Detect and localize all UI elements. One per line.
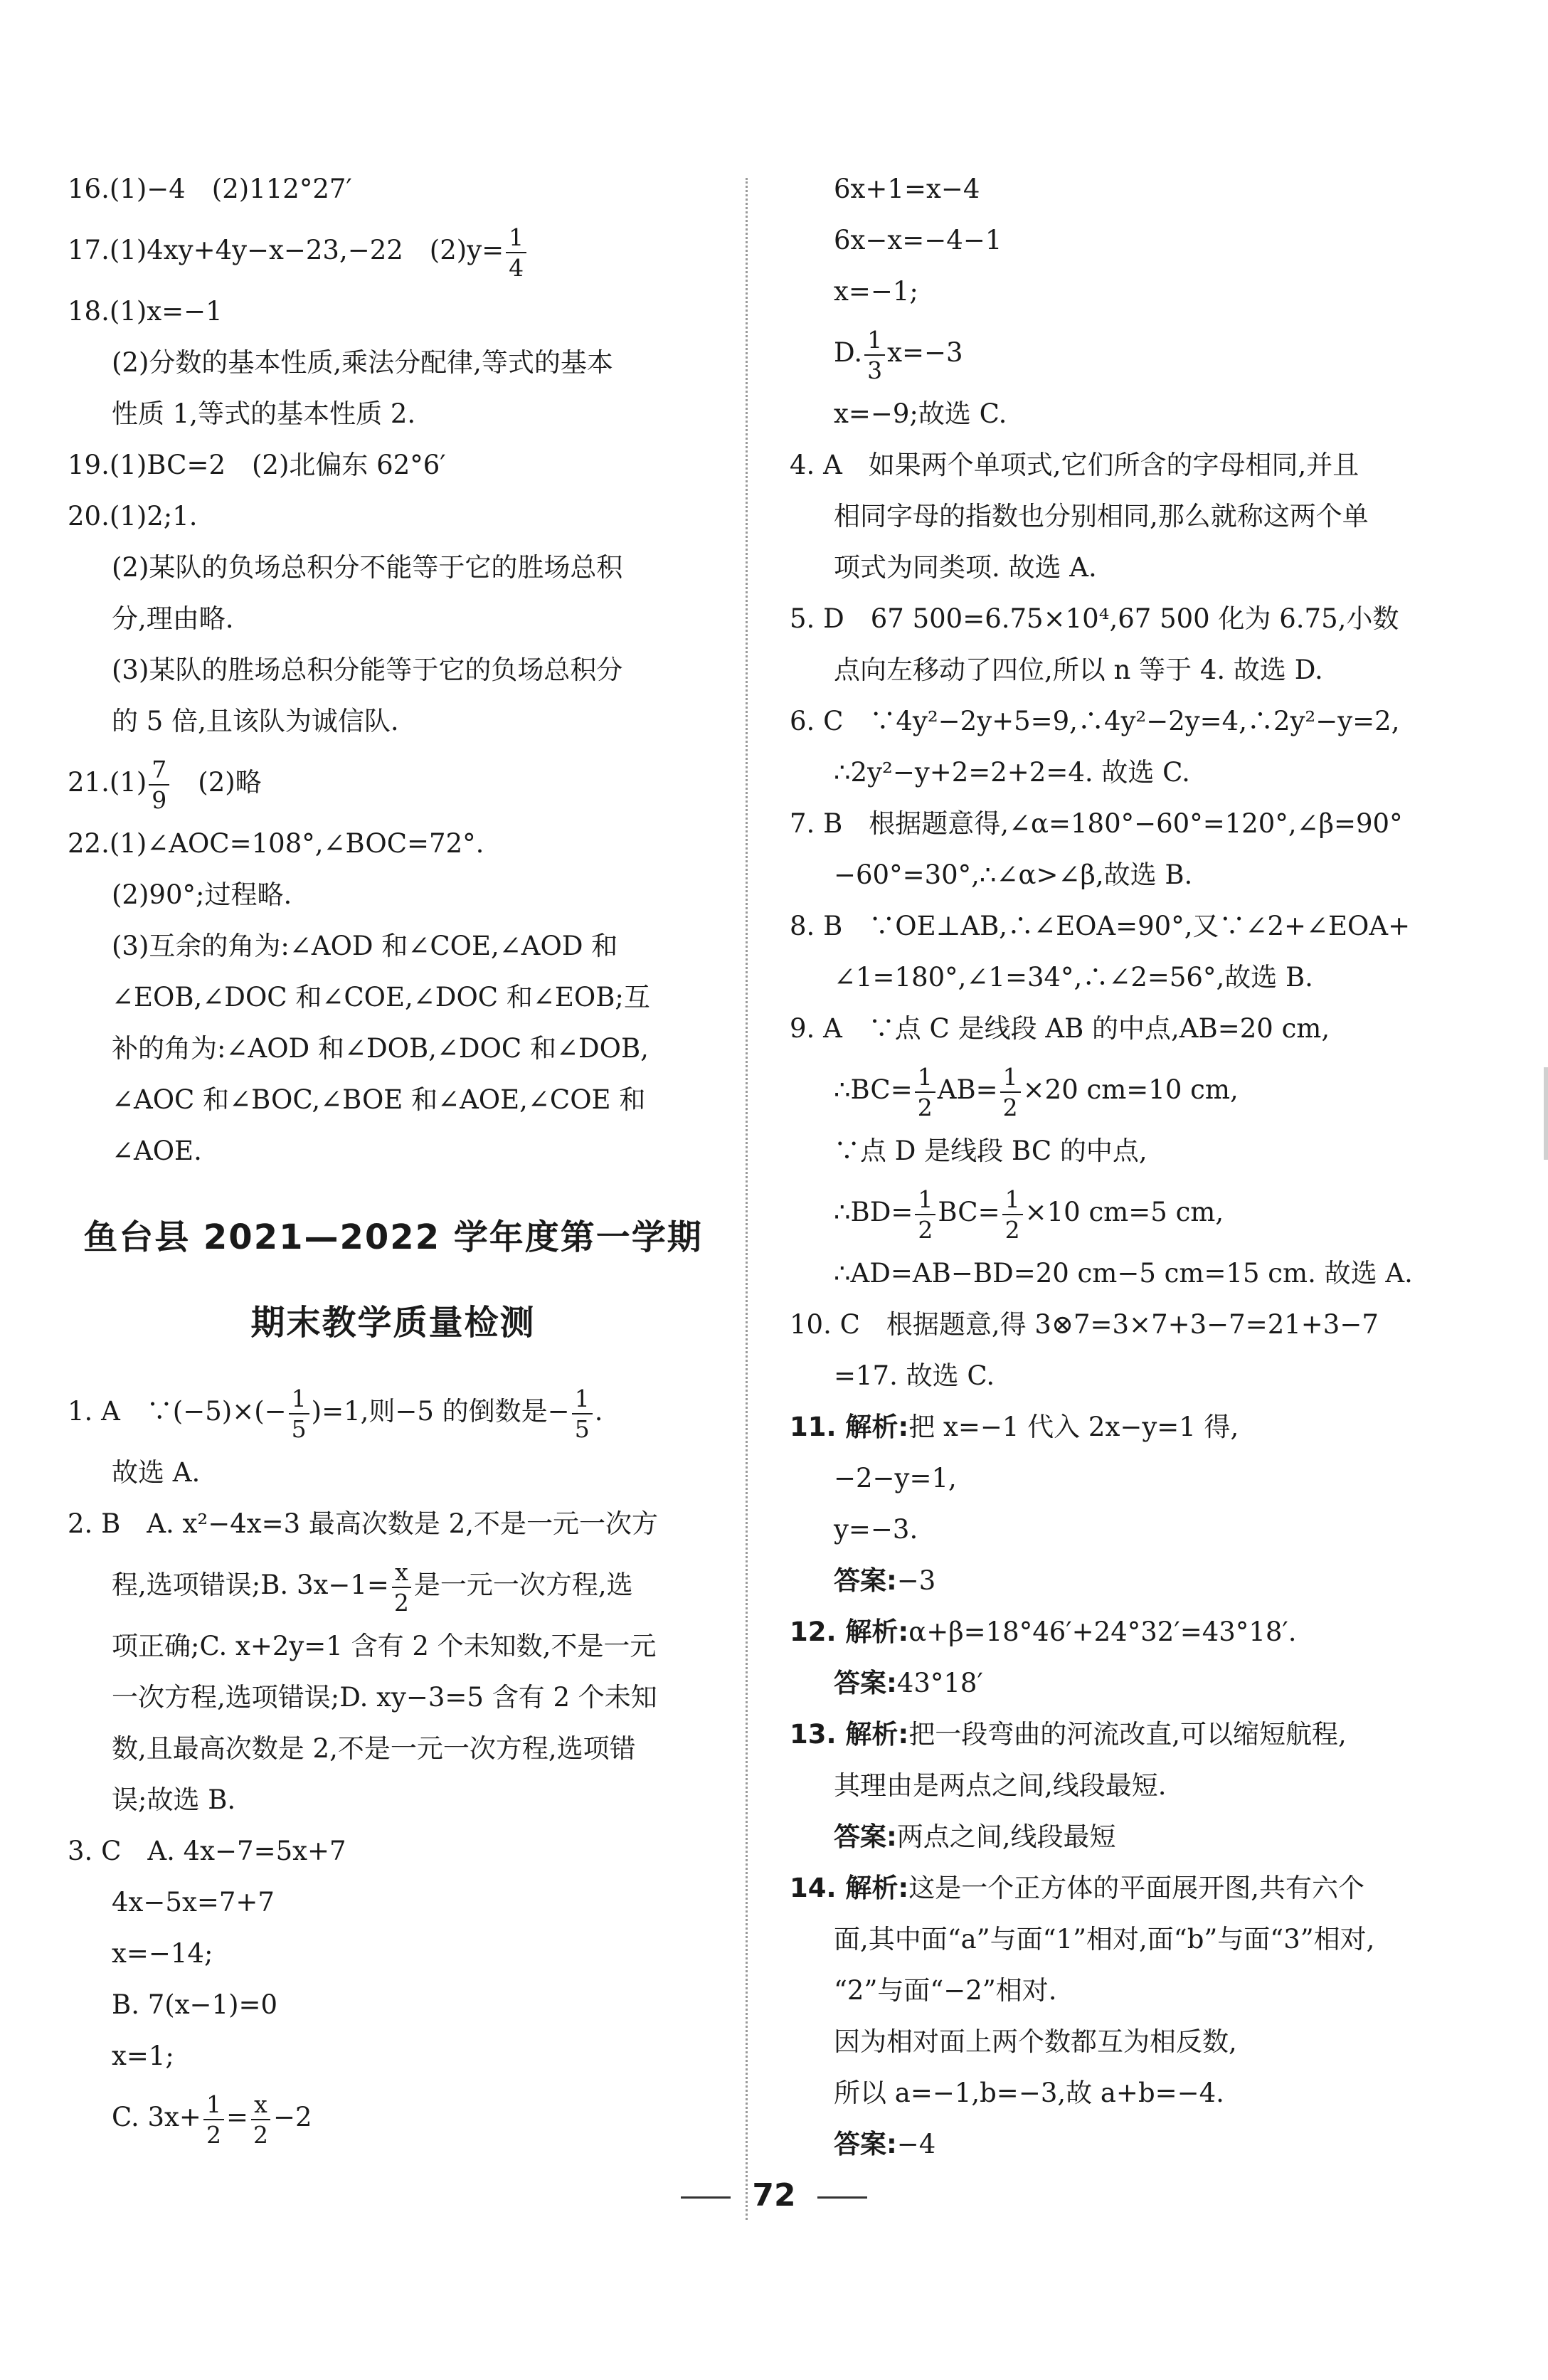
exam-answer-9-line4: [790, 1177, 1433, 1248]
fraction: $\frac{x}{2}$: [391, 1560, 412, 1614]
exam-answer-13-line1: [790, 1709, 1433, 1760]
analysis-label: 12. 解析:: [790, 1617, 909, 1647]
exam-answer-3-text: C. 3x+: [112, 2102, 201, 2132]
exam-answer-1-text2: )=1,则−5 的倒数是−: [311, 1396, 570, 1427]
analysis-label: 14. 解析:: [790, 1873, 909, 1903]
exam-answer-14-line2: 面,其中面“a”与面“1”相对,面“b”与面“3”相对,: [834, 1924, 1375, 1955]
exam-answer-10-line2: =17. 故选 C.: [834, 1360, 995, 1391]
exam-answer-8-line1: 8. B ∵OE⊥AB,∴∠EOA=90°,又∵∠2+∠EOA+: [790, 911, 1411, 941]
answer-value: −4: [896, 2129, 936, 2159]
exam-answer-12-line1: [790, 1607, 1433, 1658]
fraction: $\frac{7}{9}$: [149, 758, 169, 812]
fraction: $\frac{1}{2}$: [915, 1188, 935, 1242]
answer-22-line2: (2)90°;过程略.: [112, 879, 292, 910]
exam-answer-9-text: ∴BC=: [834, 1074, 913, 1105]
equation-line: 6x−x=−4−1: [834, 225, 1002, 255]
answer-18-line2: (2)分数的基本性质,乘法分配律,等式的基本: [112, 347, 613, 378]
section-heading-title: 鱼台县 2021—2022 学年度第一学期: [83, 1217, 703, 1257]
dash-left: [681, 2196, 731, 2199]
scan-edge-mark: [1544, 1067, 1548, 1160]
equation-line: x=−1;: [834, 276, 918, 307]
exam-answer-3-line3: x=−14;: [112, 1938, 213, 1969]
equation-text2: x=−3: [887, 337, 963, 368]
exam-answer-14-line1: [790, 1863, 1433, 1914]
exam-answer-8-line2: ∠1=180°,∠1=34°,∴∠2=56°,故选 B.: [834, 962, 1313, 993]
answer-label: 答案:: [834, 1821, 897, 1852]
exam-answer-9-line3: ∵点 D 是线段 BC 的中点,: [834, 1136, 1147, 1166]
fraction: $\frac{1}{3}$: [864, 328, 885, 382]
answer-22-line4: ∠EOB,∠DOC 和∠COE,∠DOC 和∠EOB;互: [112, 982, 650, 1012]
answer-22-line7: ∠AOE.: [112, 1136, 202, 1166]
exam-answer-9-text6: ×10 cm=5 cm,: [1024, 1197, 1224, 1227]
exam-answer-9-line2: [790, 1054, 1433, 1126]
exam-answer-3-line6: [68, 2082, 719, 2153]
dash-right: [817, 2196, 867, 2199]
exam-answer-9-text5: BC=: [938, 1197, 1000, 1227]
answer-label: 答案:: [834, 1668, 897, 1698]
answer-value: 两点之间,线段最短: [896, 1821, 1116, 1852]
exam-answer-1-text: 1. A ∵(−5)×(−: [68, 1396, 287, 1427]
exam-answer-1-line2: 故选 A.: [112, 1457, 201, 1488]
answer-value: −3: [896, 1565, 936, 1596]
exam-answer-9-text2: AB=: [937, 1074, 998, 1105]
page-number-value: 72: [752, 2177, 796, 2214]
fraction: $\frac{1}{5}$: [572, 1387, 593, 1441]
exam-answer-9-text4: ∴BD=: [834, 1197, 913, 1227]
exam-answer-2-line5: 数,且最高次数是 2,不是一元一次方程,选项错: [112, 1733, 636, 1764]
exam-answer-4-line3: 项式为同类项. 故选 A.: [834, 552, 1097, 583]
exam-answer-6-line2: ∴2y²−y+2=2+2=4. 故选 C.: [834, 757, 1190, 788]
fraction: $\frac{1}{5}$: [289, 1387, 309, 1441]
answer-label: 答案:: [834, 1565, 897, 1596]
answer-18-line1: 18.(1)x=−1: [68, 296, 223, 327]
exam-answer-2-line6: 误;故选 B.: [112, 1784, 236, 1815]
analysis-label: 13. 解析:: [790, 1719, 909, 1750]
equation-line-d: [790, 317, 1433, 388]
exam-answer-9-line1: 9. A ∵点 C 是线段 AB 的中点,AB=20 cm,: [790, 1013, 1330, 1044]
answer-18-line3: 性质 1,等式的基本性质 2.: [112, 398, 416, 429]
exam-answer-7-line2: −60°=30°,∴∠α>∠β,故选 B.: [834, 860, 1193, 890]
exam-answer-11-line2: −2−y=1,: [834, 1463, 957, 1493]
exam-answer-3-text2: =: [226, 2102, 248, 2132]
answer-20-line1: 20.(1)2;1.: [68, 501, 198, 531]
exam-answer-4-line2: 相同字母的指数也分别相同,那么就称这两个单: [834, 501, 1369, 531]
exam-answer-5-line1: 5. D 67 500=6.75×10⁴,67 500 化为 6.75,小数: [790, 603, 1399, 634]
equation-text: D.: [834, 337, 863, 368]
exam-answer-12-answer: [790, 1658, 1433, 1709]
exam-answer-2-text2: 是一元一次方程,选: [413, 1570, 633, 1600]
answer-value: 43°18′: [896, 1668, 983, 1698]
right-column: [790, 164, 1433, 2170]
answer-21-text2: (2)略: [171, 767, 262, 798]
answer-19: 19.(1)BC=2 (2)北偏东 62°6′: [68, 450, 446, 480]
equation-line: 6x+1=x−4: [834, 174, 980, 204]
exam-answer-14-line3: “2”与面“−2”相对.: [834, 1975, 1057, 2006]
analysis-text: 这是一个正方体的平面展开图,共有六个: [908, 1873, 1364, 1903]
answer-22-line1: 22.(1)∠AOC=108°,∠BOC=72°.: [68, 828, 484, 859]
exam-answer-3-line5: x=1;: [112, 2041, 174, 2071]
answer-17-text: 17.(1)4xy+4y−x−23,−22 (2)y=: [68, 235, 504, 265]
exam-answer-2-line4: 一次方程,选项错误;D. xy−3=5 含有 2 个未知: [112, 1682, 657, 1713]
equation-line: x=−9;故选 C.: [834, 398, 1007, 429]
answer-20-line3: 分,理由略.: [112, 603, 234, 634]
fraction: $\frac{x}{2}$: [250, 2093, 271, 2147]
exam-answer-13-answer: [790, 1812, 1433, 1863]
exam-answer-2-line1: 2. B A. x²−4x=3 最高次数是 2,不是一元一次方: [68, 1508, 658, 1539]
exam-answer-10-line1: 10. C 根据题意,得 3⊗7=3×7+3−7=21+3−7: [790, 1309, 1379, 1340]
exam-answer-5-line2: 点向左移动了四位,所以 n 等于 4. 故选 D.: [834, 655, 1323, 685]
analysis-text: 把 x=−1 代入 2x−y=1 得,: [908, 1412, 1239, 1442]
answer-21-text: 21.(1): [68, 767, 147, 798]
answer-20-line5: 的 5 倍,且该队为诚信队.: [112, 706, 399, 736]
exam-answer-3-line4: B. 7(x−1)=0: [112, 1989, 278, 2020]
exam-answer-2-text: 程,选项错误;B. 3x−1=: [112, 1570, 389, 1600]
exam-answer-3-line1: 3. C A. 4x−7=5x+7: [68, 1836, 346, 1866]
exam-answer-9-text3: ×20 cm=10 cm,: [1022, 1074, 1239, 1105]
answer-20-line2: (2)某队的负场总积分不能等于它的胜场总积: [112, 552, 623, 583]
page-number: [0, 2177, 1548, 2214]
exam-answer-1-text3: .: [594, 1396, 603, 1427]
exam-answer-11-line3: y=−3.: [834, 1514, 918, 1545]
exam-answer-9-line5: ∴AD=AB−BD=20 cm−5 cm=15 cm. 故选 A.: [834, 1258, 1413, 1289]
fraction: $\frac{1}{2}$: [915, 1065, 935, 1119]
exam-answer-14-line5: 所以 a=−1,b=−3,故 a+b=−4.: [834, 2078, 1224, 2108]
exam-answer-6-line1: 6. C ∵4y²−2y+5=9,∴4y²−2y=4,∴2y²−y=2,: [790, 706, 1400, 736]
exam-answer-2-line3: 项正确;C. x+2y=1 含有 2 个未知数,不是一元: [112, 1631, 657, 1661]
answer-20-line4: (3)某队的胜场总积分能等于它的负场总积分: [112, 655, 623, 685]
answer-22-line6: ∠AOC 和∠BOC,∠BOE 和∠AOE,∠COE 和: [112, 1084, 646, 1115]
exam-answer-13-line2: 其理由是两点之间,线段最短.: [834, 1770, 1167, 1801]
analysis-label: 11. 解析:: [790, 1412, 909, 1442]
exam-answer-2-line2: [68, 1550, 719, 1621]
answer-label: 答案:: [834, 2129, 897, 2159]
exam-answer-3-line2: 4x−5x=7+7: [112, 1887, 275, 1918]
fraction: $\frac{1}{2}$: [203, 2093, 224, 2147]
exam-answer-7-line1: 7. B 根据题意得,∠α=180°−60°=120°,∠β=90°: [790, 808, 1403, 839]
exam-answer-14-line4: 因为相对面上两个数都互为相反数,: [834, 2026, 1237, 2057]
column-divider: [746, 178, 748, 2220]
fraction: $\frac{1}{2}$: [1002, 1188, 1023, 1242]
answer-22-line3: (3)互余的角为:∠AOD 和∠COE,∠AOD 和: [112, 931, 618, 961]
analysis-text: 把一段弯曲的河流改直,可以缩短航程,: [908, 1719, 1347, 1750]
answer-16: 16.(1)−4 (2)112°27′: [68, 174, 352, 204]
analysis-text: α+β=18°46′+24°32′=43°18′.: [908, 1617, 1297, 1647]
exam-answer-4-line1: 4. A 如果两个单项式,它们所含的字母相同,并且: [790, 450, 1359, 480]
fraction: $\frac{1}{4}$: [506, 226, 526, 280]
exam-answer-1: [68, 1376, 719, 1447]
answer-22-line5: 补的角为:∠AOD 和∠DOB,∠DOC 和∠DOB,: [112, 1033, 649, 1064]
exam-answer-11-line1: [790, 1402, 1433, 1453]
section-heading-subtitle: 期末教学质量检测: [250, 1303, 536, 1343]
exam-answer-14-answer: [790, 2119, 1433, 2170]
left-column: [68, 164, 719, 2153]
answer-17: [68, 215, 719, 286]
fraction: $\frac{1}{2}$: [1000, 1065, 1021, 1119]
exam-answer-11-answer: [790, 1555, 1433, 1607]
exam-answer-3-text3: −2: [272, 2102, 312, 2132]
answer-21: [68, 747, 719, 818]
